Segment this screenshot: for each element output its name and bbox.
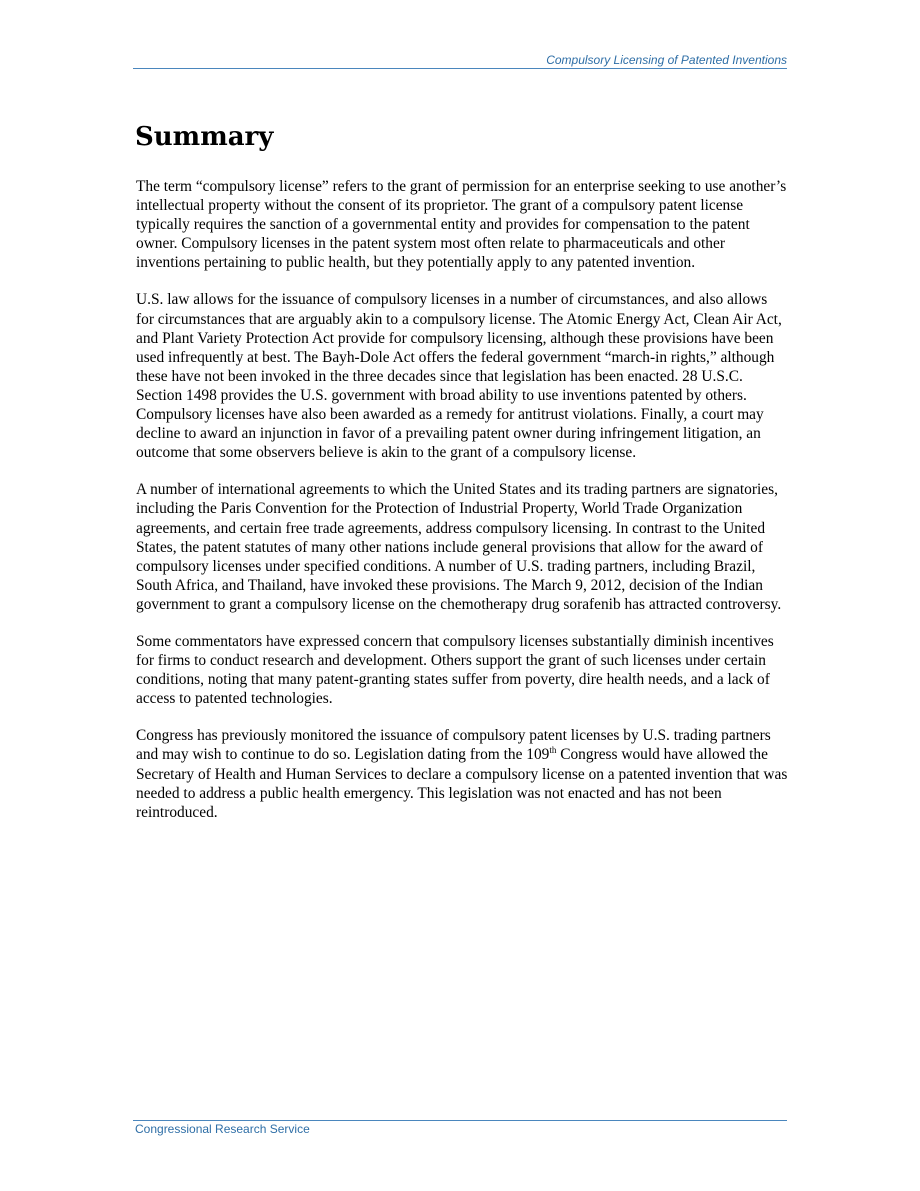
header-rule: [133, 68, 787, 69]
running-header: Compulsory Licensing of Patented Inventions: [546, 53, 787, 67]
running-footer: Congressional Research Service: [135, 1122, 310, 1136]
paragraph-international: A number of international agreements to which the United States and its trading partners are signatories, including the Paris Convention for the Protection of Industrial Property, World Trade Organization agreements, and certain free trade agreements, address compulsory licensing. In contrast to the United States, the patent statutes of many other nations include general provisions that allow for the award of compulsory licenses under specified conditions. A number of U.S. trading partners, including Brazil, South Africa, and Thailand, have invoked these provisions. The March 9, 2012, decision of the Indian government to grant a compulsory license on the chemotherapy drug sorafenib has attracted controversy.: [136, 481, 782, 613]
paragraph-congress: [136, 726, 788, 821]
paragraph-congress-part2: Congress would have allowed the Secretary of Health and Human Services to declare a compulsory license on a patented invention that was needed to address a public health emergency. This legislation was not enacted and has not been reintroduced.: [136, 746, 788, 821]
footer-rule: [133, 1120, 787, 1121]
paragraph-us-law: U.S. law allows for the issuance of compulsory licenses in a number of circumstances, and also allows for circumstances that are arguably akin to a compulsory license. The Atomic Energy Act, Clean Air Act, and Plant Variety Protection Act provide for compulsory licensing, although these provisions have been used infrequently at best. The Bayh-Dole Act offers the federal government “march-in rights,” although these have not been invoked in the three decades since that legislation has been enacted. 28 U.S.C. Section 1498 provides the U.S. government with broad ability to use inventions patented by others. Compulsory licenses have also been awarded as a remedy for antitrust violations. Finally, a court may decline to award an injunction in favor of a prevailing patent owner during infringement litigation, an outcome that some observers believe is akin to the grant of a compulsory license.: [136, 291, 782, 462]
summary-body: [136, 177, 788, 840]
paragraph-congress-part1: Congress has previously monitored the issuance of compulsory patent licenses by U.S. trading partners and may wish to continue to do so. Legislation dating from the 109: [136, 727, 771, 764]
page-title: Summary: [135, 122, 274, 152]
paragraph-definition: The term “compulsory license” refers to the grant of permission for an enterprise seeking to use another’s intellectual property without the consent of its proprietor. The grant of a compulsory patent license typically requires the sanction of a governmental entity and provides for compensation to the patent owner. Compulsory licenses in the patent system most often relate to pharmaceuticals and other inventions pertaining to public health, but they potentially apply to any patented invention.: [136, 178, 787, 272]
paragraph-commentators: Some commentators have expressed concern that compulsory licenses substantially diminish incentives for firms to conduct research and development. Others support the grant of such licenses under certain conditions, noting that many patent-granting states suffer from poverty, dire health needs, and a lack of access to patented technologies.: [136, 632, 774, 708]
ordinal-superscript: th: [549, 745, 557, 756]
